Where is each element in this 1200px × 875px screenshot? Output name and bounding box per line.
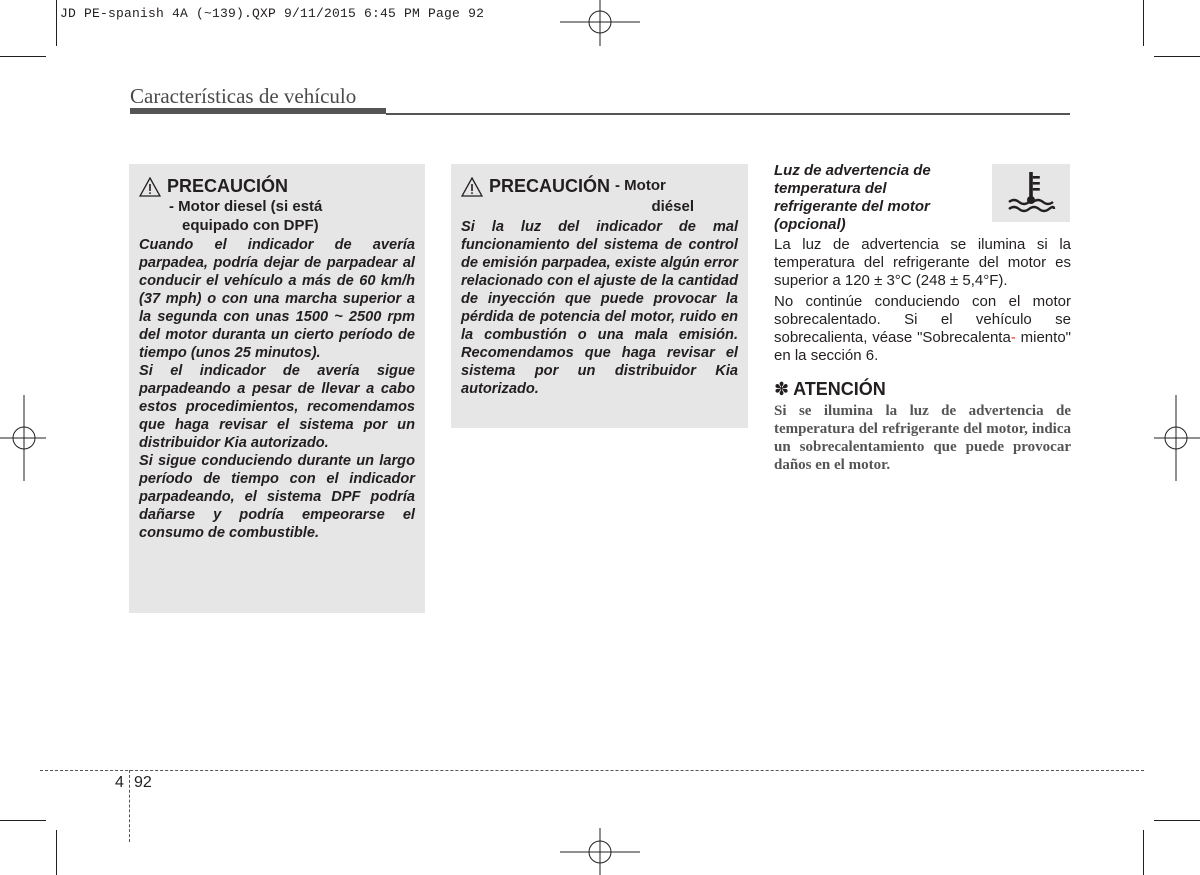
asterisk-icon: ✽	[774, 379, 790, 399]
header-rule-thick	[130, 108, 386, 114]
print-slug-line: JD PE-spanish 4A (~139).QXP 9/11/2015 6:45 PM Page 92	[60, 6, 485, 21]
hyphen-mark: -	[1010, 329, 1016, 346]
paragraph-text: No continúe conduciendo con el motor sobrecalentado. Si el vehículo se sobrecalienta, véase "Sobrecalenta	[774, 293, 1071, 346]
page-number: 92	[134, 774, 152, 791]
attention-title: ATENCIÓN	[793, 379, 886, 399]
caution-subtitle: diésel	[651, 198, 694, 215]
warning-light-title: Luz de advertencia de temperatura del refrigerante del motor (opcional)	[774, 162, 931, 233]
registration-mark-right	[1152, 395, 1200, 481]
caution-paragraph: Si la luz del indicador de mal funcionamiento del sistema de control de emisión parpadea, existe algún error relacionado con el ajuste de la cantidad de inyección que puede provocar la pérdida de potencia del motor, ruido en la combustión o una mala emisión. Recomendamos que haga revisar el sistema por un distribuidor Kia autorizado.	[461, 219, 738, 397]
caution-subtitle: - Motor diesel (si está	[169, 198, 323, 215]
caution-box-diesel	[451, 164, 748, 428]
caution-subtitle: - Motor	[615, 177, 666, 194]
section-title: Características de vehículo	[130, 84, 357, 108]
caution-paragraph: Si el indicador de avería sigue parpadeando a pesar de llevar a cabo estos procedimientos, recomendamos que haga revisar el sistema por un distribuidor Kia autorizado.	[139, 363, 415, 451]
attention-heading	[774, 379, 1071, 399]
registration-mark-top	[560, 0, 640, 48]
caution-title: PRECAUCIÓN	[489, 176, 611, 196]
attention-text: Si se ilumina la luz de advertencia de temperatura del refrigerante del motor, indica un sobrecalentamiento que puede provocar daños en el motor.	[774, 403, 1071, 473]
caution-subtitle: equipado con DPF)	[182, 217, 319, 234]
warning-light-section	[774, 162, 1071, 474]
caution-paragraph: Cuando el indicador de avería parpadea, podría dejar de parpadear al conducir el vehículo a más de 60 km/h (37 mph) o con una marcha superior a la segunda con unas 1500 ~ 2500 rpm del motor duranta un cierto período de tiempo (unos 25 minutos).	[139, 237, 415, 361]
warning-triangle-icon	[461, 177, 483, 197]
footer-rule	[40, 770, 1144, 771]
footer-divider	[129, 770, 130, 842]
warning-light-paragraph: La luz de advertencia se ilumina si la temperatura del refrigerante del motor es superior a 120 ± 3°C (248 ± 5,4°F).	[774, 236, 1071, 289]
chapter-number: 4	[115, 774, 124, 791]
caution-box-dpf	[129, 164, 425, 613]
caution-title: PRECAUCIÓN	[167, 176, 289, 196]
registration-mark-bottom	[560, 828, 640, 875]
registration-mark-left	[0, 395, 48, 481]
paragraph-text: miento" en la sección 6.	[774, 329, 1071, 364]
caution-paragraph: Si sigue conduciendo durante un largo período de tiempo con el indicador parpadeando, el sistema DPF podría dañarse y podría empeorarse el consumo de combustible.	[139, 453, 415, 541]
caution-heading	[461, 176, 738, 197]
caution-body	[461, 218, 738, 398]
warning-triangle-icon	[139, 177, 161, 197]
warning-light-paragraph	[774, 293, 1071, 365]
caution-heading	[139, 176, 415, 197]
header-rule-thin	[386, 113, 1070, 115]
caution-body	[139, 236, 415, 542]
